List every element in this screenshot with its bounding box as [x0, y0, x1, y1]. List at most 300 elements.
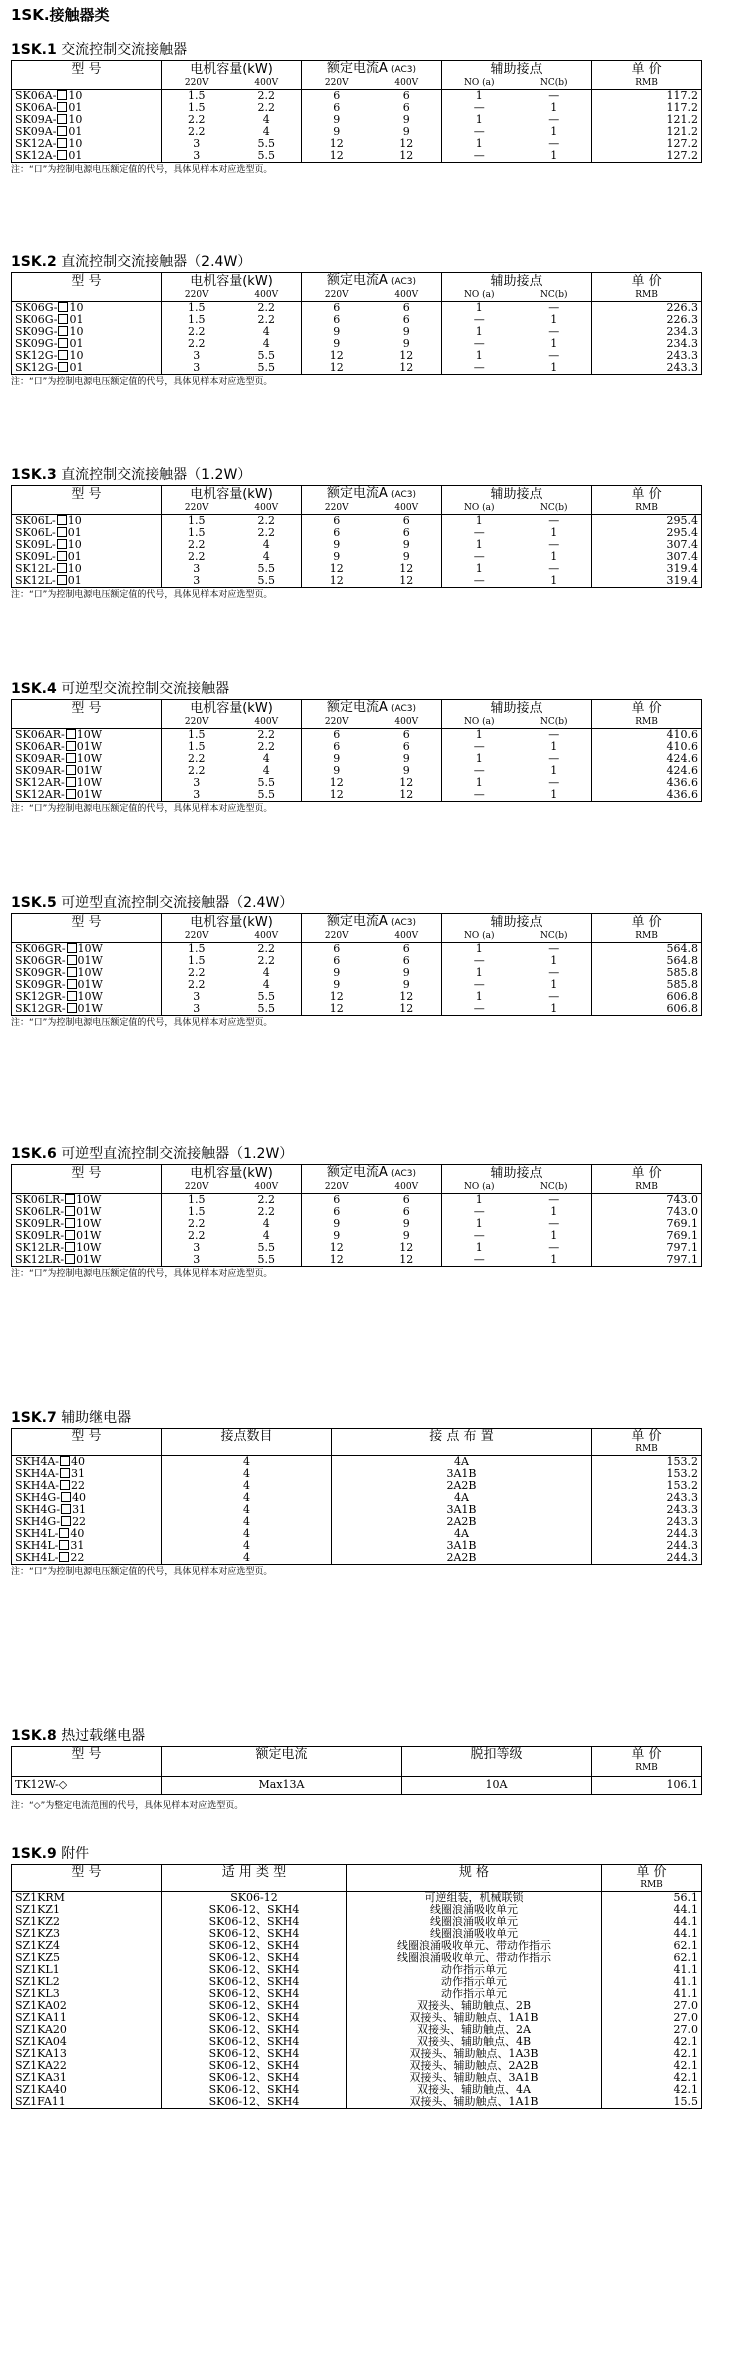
table-row — [12, 563, 702, 575]
code-box — [61, 1492, 71, 1502]
model-prefix: SKH4L- — [15, 1528, 59, 1540]
contact-count: 4 — [162, 1504, 332, 1516]
aux-nc: — — [548, 539, 560, 551]
current-400: 9 — [402, 338, 410, 350]
code-box — [57, 126, 67, 136]
applicable-type: SK06-12、SKH4 — [162, 1916, 347, 1928]
col-rmb: RMB — [592, 1444, 702, 1456]
price: 307.4 — [592, 539, 702, 551]
price: 769.1 — [592, 1218, 702, 1230]
current-220: 12 — [302, 563, 372, 575]
spec: 线圈浪涌吸收单元、带动作指示 — [347, 1940, 602, 1952]
model-cell: SZ1KA20 — [15, 2024, 67, 2036]
table-row — [12, 551, 702, 563]
model-prefix: SK09L- — [15, 539, 56, 551]
price: 797.1 — [592, 1254, 702, 1267]
model-prefix: SK09AR- — [15, 753, 65, 765]
table-row — [12, 943, 702, 956]
table-row — [12, 1892, 702, 1905]
contactor-section — [11, 465, 701, 602]
sub-400v: 400V — [394, 78, 419, 88]
model-prefix: SK12L- — [15, 563, 56, 575]
power-400: 5.5 — [257, 1003, 275, 1015]
model-prefix: SK12A- — [15, 138, 57, 150]
code-box — [67, 1003, 77, 1013]
sub-rmb: RMB — [592, 717, 702, 729]
sub-220v: 220V — [162, 503, 232, 515]
power-220: 3 — [162, 575, 232, 588]
aux-nc: — — [548, 1218, 560, 1230]
model-cell — [12, 777, 162, 789]
table-row — [12, 1916, 702, 1928]
model-prefix: SK06AR- — [15, 741, 65, 753]
contact-layout: 3A1B — [332, 1468, 592, 1480]
section-name: 可逆型直流控制交流接触器（2.4W） — [61, 895, 294, 911]
table-row — [12, 90, 702, 103]
table-row — [12, 150, 702, 163]
model-prefix: SK06GR- — [15, 955, 66, 967]
current-220: 9 — [302, 326, 372, 338]
sub-no: NO (a) — [442, 931, 517, 943]
table-row — [12, 1480, 702, 1492]
current-400: 9 — [402, 326, 410, 338]
model-suffix: 10W — [76, 1218, 102, 1230]
current-220: 6 — [302, 741, 372, 753]
sub-rmb: RMB — [592, 1182, 702, 1194]
section-number: 1SK.4 — [11, 681, 57, 697]
spec: 线圈浪涌吸收单元 — [347, 1916, 602, 1928]
code-box — [57, 515, 67, 525]
model-suffix: 10 — [68, 89, 83, 102]
col-model: 型 号 — [71, 1747, 102, 1762]
sub-220v: 220V — [302, 503, 372, 515]
model-cell — [12, 1468, 162, 1480]
power-400: 4 — [262, 765, 270, 777]
code-box — [57, 114, 67, 124]
section-title — [11, 1408, 701, 1428]
current-unit: (AC3) — [390, 490, 416, 500]
table-row — [12, 362, 702, 375]
power-400: 2.2 — [257, 89, 275, 102]
current-label: 额定电流A — [327, 273, 388, 288]
current-220: 6 — [302, 314, 372, 326]
table-row — [12, 741, 702, 753]
price: 797.1 — [592, 1242, 702, 1254]
table-row — [12, 1218, 702, 1230]
col-power: 电机容量(kW) — [162, 486, 302, 504]
sub-nc: NC(b) — [539, 1182, 568, 1192]
sub-rmb: RMB — [592, 503, 702, 515]
current-220: 12 — [302, 1003, 372, 1016]
model-suffix: 10W — [77, 942, 103, 955]
model-suffix: 31 — [72, 1504, 87, 1516]
aux-no: — — [442, 575, 517, 588]
power-220: 1.5 — [162, 314, 232, 326]
current-220: 12 — [302, 777, 372, 789]
power-220: 1.5 — [162, 90, 232, 103]
applicable-type: SK06-12、SKH4 — [162, 2036, 347, 2048]
aux-no: 1 — [442, 777, 517, 789]
model-prefix: SK12A- — [15, 150, 57, 162]
col-current — [302, 1165, 442, 1183]
current-400: 6 — [402, 728, 410, 741]
model-cell: SZ1KA13 — [15, 2048, 67, 2060]
current-220: 9 — [302, 126, 372, 138]
current-unit: (AC3) — [390, 1169, 416, 1179]
contactor-section — [11, 679, 701, 816]
col-aux: 辅助接点 — [442, 273, 592, 291]
current-label: 额定电流A — [327, 61, 388, 76]
section-number: 1SK.2 — [11, 254, 57, 270]
aux-nc: 1 — [550, 955, 558, 967]
aux-nc: 1 — [550, 1206, 558, 1218]
table-row — [12, 1952, 702, 1964]
table-row — [12, 1976, 702, 1988]
sub-rmb: RMB — [592, 290, 702, 302]
section-note: 注：“口”为控制电源电压额定值的代号，具体见样本对应选型页。 — [11, 165, 273, 175]
current-400: 9 — [402, 979, 410, 991]
price: 153.2 — [592, 1480, 702, 1492]
table-row — [12, 2060, 702, 2072]
table-row — [12, 1776, 702, 1794]
model-prefix: SK12AR- — [15, 789, 65, 801]
code-box — [58, 326, 68, 336]
model-cell — [12, 138, 162, 150]
table-row — [12, 991, 702, 1003]
current-400: 12 — [399, 1003, 414, 1015]
col-model: 型 号 — [71, 62, 102, 77]
current-220: 12 — [302, 991, 372, 1003]
current-220: 6 — [302, 1194, 372, 1207]
model-prefix: SKH4A- — [15, 1480, 60, 1492]
contact-layout: 4A — [332, 1456, 592, 1469]
current-220: 6 — [302, 527, 372, 539]
model-cell — [12, 350, 162, 362]
contact-layout: 2A2B — [332, 1516, 592, 1528]
spec: 双接头、辅助触点、2A — [347, 2024, 602, 2036]
current-400: 6 — [402, 1193, 410, 1206]
current-label: 额定电流A — [327, 486, 388, 501]
code-box — [59, 1528, 69, 1538]
applicable-type: SK06-12、SKH4 — [162, 2096, 347, 2109]
current-400: 12 — [399, 138, 414, 150]
model-cell — [12, 515, 162, 528]
model-cell — [12, 765, 162, 777]
thermal-table — [11, 1746, 702, 1795]
aux-nc: — — [548, 967, 560, 979]
model-cell: SZ1KZ1 — [15, 1904, 61, 1916]
aux-nc: 1 — [550, 575, 558, 587]
current-220: 12 — [302, 575, 372, 588]
power-220: 3 — [162, 789, 232, 802]
aux-no: — — [442, 527, 517, 539]
current-400: 12 — [399, 362, 414, 374]
current-400: 12 — [399, 575, 414, 587]
power-220: 2.2 — [162, 765, 232, 777]
price: 410.6 — [592, 729, 702, 742]
sub-400v: 400V — [254, 931, 279, 941]
applicable-type: SK06-12、SKH4 — [162, 1940, 347, 1952]
col-price: 单 价 — [592, 486, 702, 504]
table-row — [12, 1504, 702, 1516]
aux-no: 1 — [442, 326, 517, 338]
section-title — [11, 1144, 701, 1164]
model-prefix: SK09LR- — [15, 1230, 65, 1242]
sub-220v: 220V — [302, 717, 372, 729]
power-400: 4 — [262, 126, 270, 138]
model-prefix: SK06G- — [15, 314, 58, 326]
model-cell: TK12W-◇ — [15, 1778, 68, 1791]
model-suffix: 10 — [67, 563, 82, 575]
sub-no: NO (a) — [442, 78, 517, 90]
code-box — [65, 1206, 75, 1216]
model-cell — [12, 114, 162, 126]
model-prefix: SK12AR- — [15, 777, 65, 789]
power-220: 1.5 — [162, 955, 232, 967]
spec: 线圈浪涌吸收单元 — [347, 1928, 602, 1940]
current-400: 6 — [402, 1206, 410, 1218]
model-prefix: SK06GR- — [15, 942, 66, 955]
contact-count: 4 — [162, 1456, 332, 1469]
power-400: 4 — [262, 326, 270, 338]
col-aux: 辅助接点 — [442, 61, 592, 79]
aux-no: — — [442, 362, 517, 375]
model-prefix: SK09A- — [15, 126, 57, 138]
model-cell: SZ1KZ5 — [15, 1952, 61, 1964]
power-400: 4 — [262, 979, 270, 991]
model-suffix: 10W — [76, 1242, 102, 1254]
aux-no: — — [442, 551, 517, 563]
code-box — [67, 991, 77, 1001]
model-prefix: SKH4G- — [15, 1516, 61, 1528]
applicable-type: SK06-12 — [162, 1892, 347, 1905]
col-current — [302, 61, 442, 79]
spec: 双接头、辅助触点、2B — [347, 2000, 602, 2012]
aux-no: 1 — [442, 1218, 517, 1230]
current-220: 9 — [302, 1218, 372, 1230]
aux-no: — — [442, 1206, 517, 1218]
section-name: 直流控制交流接触器（1.2W） — [61, 467, 252, 483]
sub-400v: 400V — [394, 503, 419, 513]
model-cell: SZ1KRM — [15, 1891, 65, 1904]
model-suffix: 31 — [71, 1468, 86, 1480]
power-400: 2.2 — [257, 314, 275, 326]
table-row — [12, 1528, 702, 1540]
model-cell — [12, 575, 162, 588]
power-220: 3 — [162, 1254, 232, 1267]
current-400: 9 — [402, 1218, 410, 1230]
model-cell — [12, 1480, 162, 1492]
table-row — [12, 114, 702, 126]
price: 127.2 — [592, 150, 702, 163]
aux-no: — — [442, 1230, 517, 1242]
section-title — [11, 40, 701, 60]
power-220: 2.2 — [162, 1230, 232, 1242]
power-400: 4 — [262, 539, 270, 551]
power-220: 3 — [162, 150, 232, 163]
aux-nc: — — [548, 1242, 560, 1254]
power-400: 2.2 — [257, 1193, 275, 1206]
col-aux: 辅助接点 — [442, 1165, 592, 1183]
col-current — [302, 700, 442, 718]
applicable-type: SK06-12、SKH4 — [162, 1988, 347, 2000]
section-name: 交流控制交流接触器 — [61, 42, 188, 58]
price: 121.2 — [592, 114, 702, 126]
aux-no: 1 — [442, 350, 517, 362]
aux-nc: 1 — [550, 551, 558, 563]
power-400: 4 — [262, 338, 270, 350]
col-rmb: RMB — [602, 1880, 702, 1892]
table-row — [12, 302, 702, 315]
current-220: 9 — [302, 979, 372, 991]
power-400: 5.5 — [257, 575, 275, 587]
code-box — [58, 362, 68, 372]
spec: 双接头、辅助触点、1A3B — [347, 2048, 602, 2060]
model-suffix: 40 — [72, 1492, 87, 1504]
price: 42.1 — [602, 2048, 702, 2060]
applicable-type: SK06-12、SKH4 — [162, 1928, 347, 1940]
price: 41.1 — [602, 1976, 702, 1988]
price: 319.4 — [592, 575, 702, 588]
aux-no: — — [442, 741, 517, 753]
model-cell — [12, 967, 162, 979]
price: 41.1 — [602, 1988, 702, 2000]
table-row — [12, 2072, 702, 2084]
current-220: 12 — [302, 789, 372, 802]
model-suffix: 01W — [76, 1206, 102, 1218]
col-class: 脱扣等级 — [402, 1747, 592, 1763]
sub-no: NO (a) — [442, 290, 517, 302]
power-220: 3 — [162, 991, 232, 1003]
table-row — [12, 575, 702, 588]
power-400: 4 — [262, 551, 270, 563]
current-400: 12 — [399, 991, 414, 1003]
col-power: 电机容量(kW) — [162, 1165, 302, 1183]
power-220: 1.5 — [162, 729, 232, 742]
table-row — [12, 729, 702, 742]
model-cell — [12, 362, 162, 375]
table-row — [12, 1456, 702, 1469]
current-400: 6 — [402, 102, 410, 114]
table-row — [12, 138, 702, 150]
accessories-table — [11, 1864, 702, 2109]
model-prefix: SKH4A- — [15, 1455, 60, 1468]
model-prefix: SK06A- — [15, 89, 57, 102]
col-price: 单 价 — [592, 61, 702, 79]
model-cell — [12, 1242, 162, 1254]
code-box — [57, 563, 67, 573]
table-row — [12, 338, 702, 350]
current-220: 12 — [302, 1242, 372, 1254]
model-cell: SZ1KA04 — [15, 2036, 67, 2048]
table-row — [12, 527, 702, 539]
contactor-table — [11, 60, 702, 163]
applicable-type: SK06-12、SKH4 — [162, 2048, 347, 2060]
table-row — [12, 765, 702, 777]
current-400: 12 — [399, 789, 414, 801]
power-400: 4 — [262, 967, 270, 979]
power-400: 5.5 — [257, 777, 275, 789]
model-cell — [12, 1194, 162, 1207]
applicable-type: SK06-12、SKH4 — [162, 1952, 347, 1964]
col-model: 型 号 — [71, 274, 102, 289]
model-suffix: 01 — [68, 102, 83, 114]
current-400: 9 — [402, 753, 410, 765]
power-400: 5.5 — [257, 138, 275, 150]
model-suffix: 40 — [70, 1528, 85, 1540]
table-row — [12, 1904, 702, 1916]
spec: 双接头、辅助触点、4B — [347, 2036, 602, 2048]
aux-nc: — — [548, 138, 560, 150]
contactor-table — [11, 699, 702, 802]
model-cell: SZ1KL2 — [15, 1976, 60, 1988]
price: 44.1 — [602, 1904, 702, 1916]
current-400: 6 — [402, 527, 410, 539]
current-220: 9 — [302, 338, 372, 350]
power-400: 5.5 — [257, 1254, 275, 1266]
col-power: 电机容量(kW) — [162, 914, 302, 932]
section-number: 1SK.6 — [11, 1146, 57, 1162]
section-title — [11, 252, 701, 272]
price: 42.1 — [602, 2084, 702, 2096]
model-prefix: SK12GR- — [15, 991, 66, 1003]
col-price: 单 价 — [602, 1865, 702, 1881]
current-unit: (AC3) — [390, 918, 416, 928]
sub-nc: NC(b) — [539, 290, 568, 300]
model-cell — [12, 1504, 162, 1516]
model-suffix: 01 — [68, 126, 83, 138]
contactor-section — [11, 252, 701, 389]
model-cell: SZ1KA11 — [15, 2012, 67, 2024]
power-220: 3 — [162, 777, 232, 789]
price: 27.0 — [602, 2012, 702, 2024]
col-price: 单 价 — [592, 1429, 702, 1445]
table-row — [12, 777, 702, 789]
model-suffix: 01 — [67, 551, 82, 563]
sub-220v: 220V — [162, 717, 232, 729]
model-prefix: SK06A- — [15, 102, 57, 114]
current-220: 9 — [302, 539, 372, 551]
col-model: 型 号 — [71, 915, 102, 930]
current-220: 12 — [302, 350, 372, 362]
model-cell — [12, 729, 162, 742]
aux-no: — — [442, 102, 517, 114]
code-box — [65, 1218, 75, 1228]
code-box — [57, 527, 67, 537]
current-400: 6 — [402, 314, 410, 326]
model-prefix: SKH4G- — [15, 1504, 61, 1516]
model-cell: SZ1FA11 — [15, 2096, 66, 2108]
table-row — [12, 1516, 702, 1528]
current-220: 6 — [302, 102, 372, 114]
contactor-table — [11, 272, 702, 375]
aux-nc: 1 — [550, 314, 558, 326]
code-box — [65, 1254, 75, 1264]
code-box — [66, 753, 76, 763]
model-suffix: 10 — [67, 514, 82, 527]
aux-nc: 1 — [550, 126, 558, 138]
col-spec: 规 格 — [347, 1865, 602, 1881]
model-suffix: 22 — [71, 1480, 86, 1492]
power-220: 3 — [162, 138, 232, 150]
col-current — [302, 273, 442, 291]
code-box — [61, 1516, 71, 1526]
model-prefix: SK09AR- — [15, 765, 65, 777]
sub-no: NO (a) — [442, 503, 517, 515]
power-400: 4 — [262, 1218, 270, 1230]
power-220: 3 — [162, 563, 232, 575]
current-400: 6 — [402, 741, 410, 753]
